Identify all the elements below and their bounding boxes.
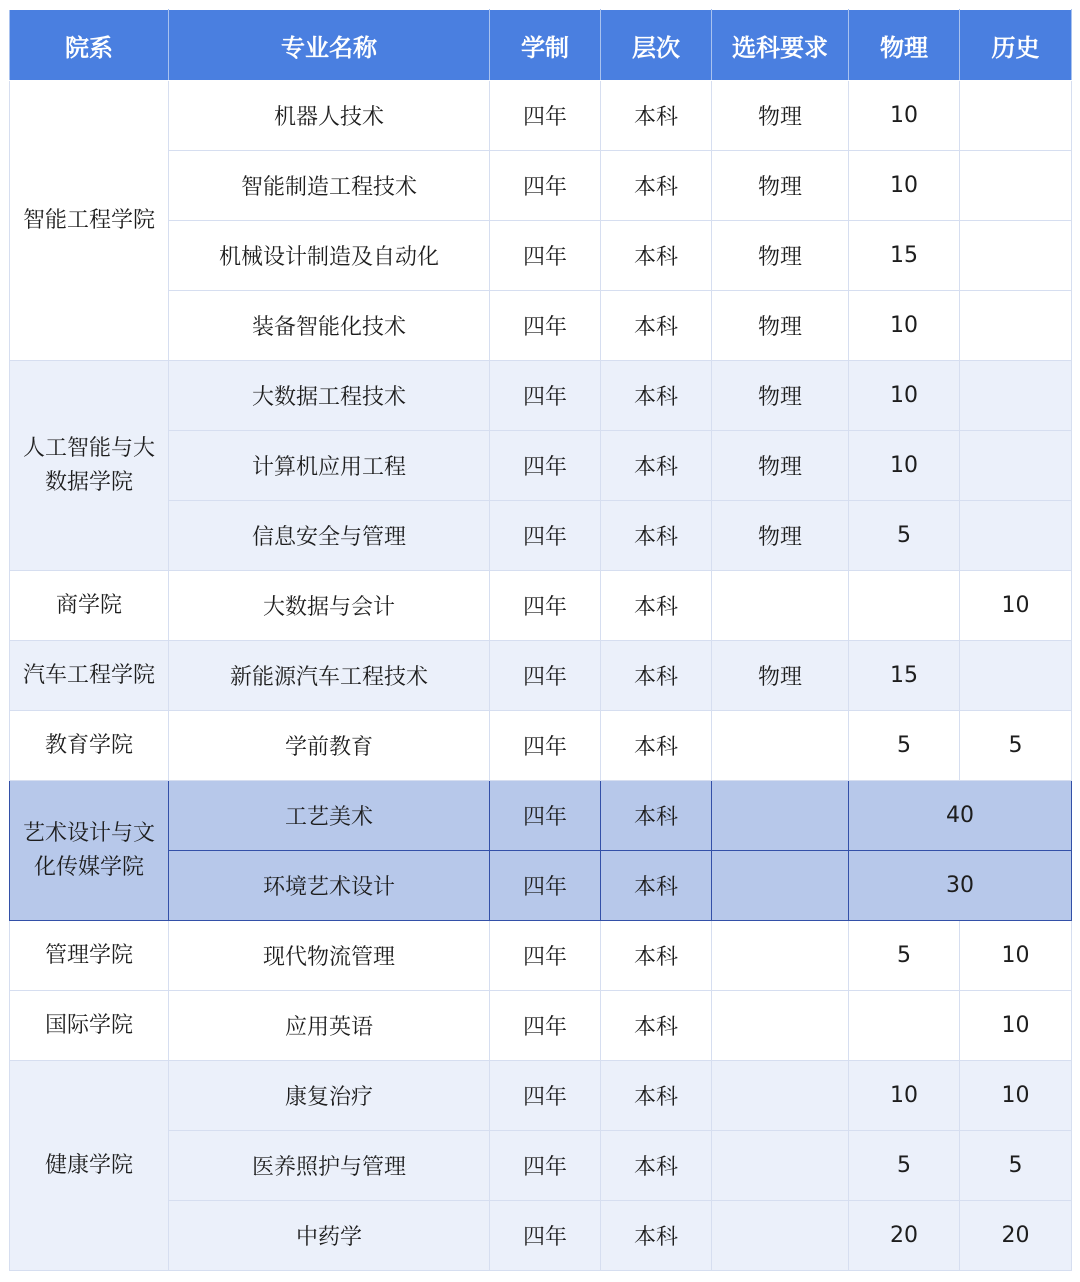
history-cell <box>960 81 1072 151</box>
requirement-cell <box>712 991 849 1061</box>
history-cell: 10 <box>960 1061 1072 1131</box>
requirement-cell: 物理 <box>712 151 849 221</box>
requirement-cell <box>712 571 849 641</box>
physics-cell: 10 <box>849 151 960 221</box>
table-row <box>10 501 1072 571</box>
history-cell: 5 <box>960 1131 1072 1201</box>
table-row <box>10 1131 1072 1201</box>
table-row <box>10 711 1072 781</box>
physics-cell: 10 <box>849 291 960 361</box>
major-cell: 现代物流管理 <box>169 921 490 991</box>
requirement-cell: 物理 <box>712 221 849 291</box>
requirement-cell: 物理 <box>712 291 849 361</box>
table-row <box>10 641 1072 711</box>
history-cell: 10 <box>960 571 1072 641</box>
physics-cell: 5 <box>849 711 960 781</box>
major-cell: 大数据工程技术 <box>169 361 490 431</box>
requirement-cell <box>712 1131 849 1201</box>
enrollment-table <box>9 9 1072 1271</box>
major-cell: 大数据与会计 <box>169 571 490 641</box>
enrollment-table-container <box>9 9 1072 1271</box>
history-cell: 5 <box>960 711 1072 781</box>
dept-cell: 管理学院 <box>10 921 169 991</box>
physics-cell: 5 <box>849 1131 960 1201</box>
major-cell: 机械设计制造及自动化 <box>169 221 490 291</box>
level-cell: 本科 <box>601 781 712 851</box>
years-cell: 四年 <box>490 151 601 221</box>
physics-cell: 20 <box>849 1201 960 1271</box>
level-cell: 本科 <box>601 641 712 711</box>
combined-quota-cell: 30 <box>849 851 1072 921</box>
dept-cell: 人工智能与大数据学院 <box>10 361 169 571</box>
years-cell: 四年 <box>490 431 601 501</box>
header-requirement: 选科要求 <box>712 10 849 81</box>
major-cell: 装备智能化技术 <box>169 291 490 361</box>
table-row <box>10 991 1072 1061</box>
physics-cell: 5 <box>849 921 960 991</box>
years-cell: 四年 <box>490 1061 601 1131</box>
years-cell: 四年 <box>490 711 601 781</box>
requirement-cell <box>712 1201 849 1271</box>
requirement-cell: 物理 <box>712 431 849 501</box>
major-cell: 智能制造工程技术 <box>169 151 490 221</box>
header-history: 历史 <box>960 10 1072 81</box>
physics-cell: 10 <box>849 1061 960 1131</box>
header-years: 学制 <box>490 10 601 81</box>
physics-cell: 10 <box>849 81 960 151</box>
requirement-cell <box>712 851 849 921</box>
years-cell: 四年 <box>490 641 601 711</box>
physics-cell: 10 <box>849 431 960 501</box>
table-row <box>10 1061 1072 1131</box>
years-cell: 四年 <box>490 921 601 991</box>
level-cell: 本科 <box>601 431 712 501</box>
requirement-cell: 物理 <box>712 501 849 571</box>
history-cell <box>960 501 1072 571</box>
years-cell: 四年 <box>490 571 601 641</box>
dept-cell: 智能工程学院 <box>10 81 169 361</box>
history-cell <box>960 361 1072 431</box>
years-cell: 四年 <box>490 501 601 571</box>
major-cell: 医养照护与管理 <box>169 1131 490 1201</box>
level-cell: 本科 <box>601 1201 712 1271</box>
level-cell: 本科 <box>601 851 712 921</box>
history-cell <box>960 641 1072 711</box>
physics-cell: 15 <box>849 641 960 711</box>
major-cell: 工艺美术 <box>169 781 490 851</box>
major-cell: 新能源汽车工程技术 <box>169 641 490 711</box>
physics-cell: 10 <box>849 361 960 431</box>
major-cell: 中药学 <box>169 1201 490 1271</box>
header-physics: 物理 <box>849 10 960 81</box>
table-row <box>10 81 1072 151</box>
level-cell: 本科 <box>601 991 712 1061</box>
table-row <box>10 221 1072 291</box>
combined-quota-cell: 40 <box>849 781 1072 851</box>
physics-cell <box>849 571 960 641</box>
dept-cell: 教育学院 <box>10 711 169 781</box>
table-row <box>10 781 1072 851</box>
requirement-cell <box>712 921 849 991</box>
major-cell: 机器人技术 <box>169 81 490 151</box>
major-cell: 学前教育 <box>169 711 490 781</box>
level-cell: 本科 <box>601 571 712 641</box>
major-cell: 应用英语 <box>169 991 490 1061</box>
years-cell: 四年 <box>490 991 601 1061</box>
level-cell: 本科 <box>601 1131 712 1201</box>
dept-cell: 艺术设计与文化传媒学院 <box>10 781 169 921</box>
table-row <box>10 851 1072 921</box>
history-cell <box>960 291 1072 361</box>
major-cell: 信息安全与管理 <box>169 501 490 571</box>
major-cell: 康复治疗 <box>169 1061 490 1131</box>
dept-cell: 健康学院 <box>10 1061 169 1271</box>
requirement-cell <box>712 1061 849 1131</box>
requirement-cell <box>712 781 849 851</box>
history-cell <box>960 151 1072 221</box>
history-cell <box>960 431 1072 501</box>
years-cell: 四年 <box>490 1131 601 1201</box>
table-row <box>10 1201 1072 1271</box>
table-row <box>10 921 1072 991</box>
dept-cell: 商学院 <box>10 571 169 641</box>
level-cell: 本科 <box>601 361 712 431</box>
table-row <box>10 291 1072 361</box>
requirement-cell: 物理 <box>712 81 849 151</box>
physics-cell: 15 <box>849 221 960 291</box>
history-cell: 10 <box>960 921 1072 991</box>
level-cell: 本科 <box>601 291 712 361</box>
physics-cell <box>849 991 960 1061</box>
level-cell: 本科 <box>601 501 712 571</box>
level-cell: 本科 <box>601 151 712 221</box>
table-row <box>10 431 1072 501</box>
level-cell: 本科 <box>601 711 712 781</box>
header-level: 层次 <box>601 10 712 81</box>
requirement-cell: 物理 <box>712 641 849 711</box>
major-cell: 计算机应用工程 <box>169 431 490 501</box>
requirement-cell <box>712 711 849 781</box>
years-cell: 四年 <box>490 81 601 151</box>
dept-cell: 国际学院 <box>10 991 169 1061</box>
history-cell: 10 <box>960 991 1072 1061</box>
table-row <box>10 571 1072 641</box>
years-cell: 四年 <box>490 291 601 361</box>
years-cell: 四年 <box>490 851 601 921</box>
requirement-cell: 物理 <box>712 361 849 431</box>
level-cell: 本科 <box>601 81 712 151</box>
table-row <box>10 361 1072 431</box>
level-cell: 本科 <box>601 921 712 991</box>
header-dept: 院系 <box>10 10 169 81</box>
header-row <box>10 10 1072 81</box>
history-cell: 20 <box>960 1201 1072 1271</box>
level-cell: 本科 <box>601 1061 712 1131</box>
years-cell: 四年 <box>490 1201 601 1271</box>
physics-cell: 5 <box>849 501 960 571</box>
major-cell: 环境艺术设计 <box>169 851 490 921</box>
years-cell: 四年 <box>490 781 601 851</box>
table-row <box>10 151 1072 221</box>
dept-cell: 汽车工程学院 <box>10 641 169 711</box>
years-cell: 四年 <box>490 221 601 291</box>
header-major: 专业名称 <box>169 10 490 81</box>
history-cell <box>960 221 1072 291</box>
years-cell: 四年 <box>490 361 601 431</box>
level-cell: 本科 <box>601 221 712 291</box>
